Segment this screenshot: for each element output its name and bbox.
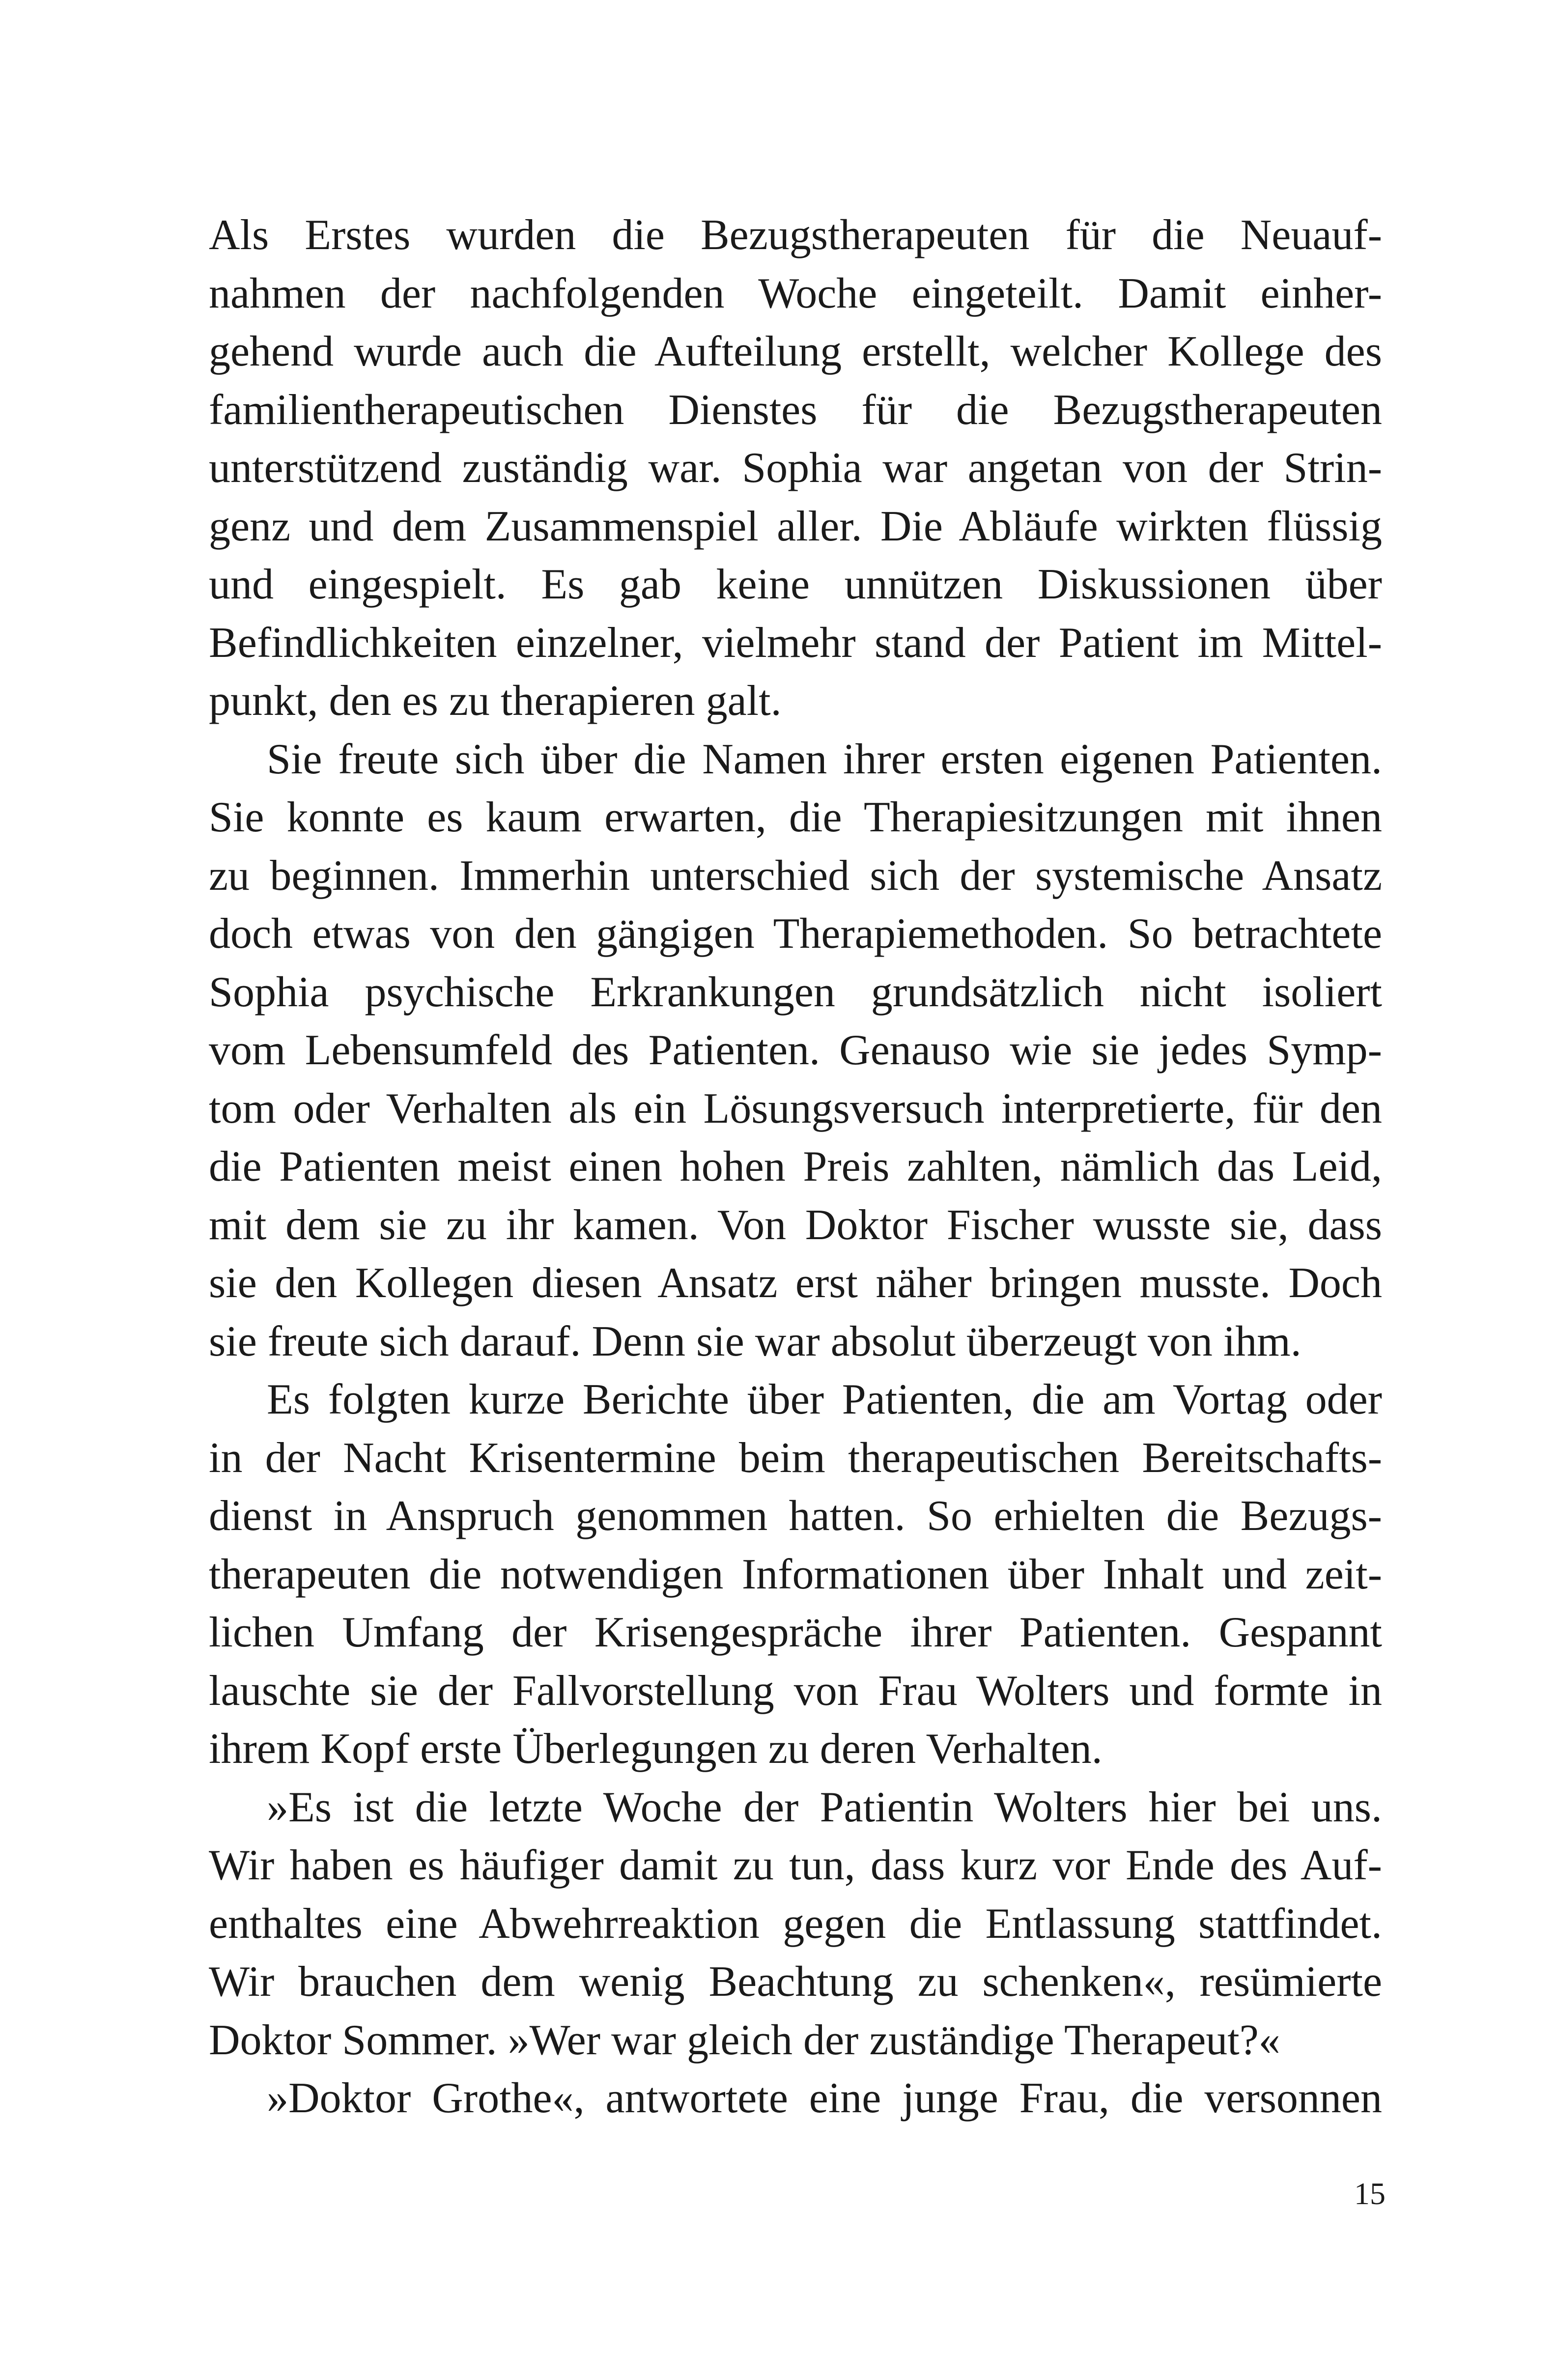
text-line: vom Lebensumfeld des Patienten. Genauso wie sie jedes Symp-: [209, 1026, 1382, 1074]
text-line: Wir haben es häufiger damit zu tun, dass kurz vor Ende des Auf-: [209, 1842, 1382, 1889]
text-line: genz und dem Zusammenspiel aller. Die Abläufe wirkten flüssig: [209, 502, 1382, 550]
text-line: zu beginnen. Immerhin unterschied sich der systemische Ansatz: [209, 851, 1382, 900]
paragraph: [209, 1371, 1382, 1779]
text-line: Es folgten kurze Berichte über Patienten, die am Vortag oder: [267, 1376, 1382, 1423]
text-line: unterstützend zuständig war. Sophia war angetan von der Strin-: [209, 444, 1382, 492]
text-line: doch etwas von den gängigen Therapiemethoden. So betrachtete: [209, 910, 1382, 958]
text-line: lauschte sie der Fallvorstellung von Frau Wolters und formte in: [209, 1667, 1382, 1715]
text-line: punkt, den es zu therapieren galt.: [209, 677, 782, 725]
text-line: sie den Kollegen diesen Ansatz erst näher bringen musste. Doch: [209, 1259, 1382, 1307]
text-line: lichen Umfang der Krisengespräche ihrer Patienten. Gespannt: [209, 1609, 1382, 1656]
text-line: ihrem Kopf erste Überlegungen zu deren Verhalten.: [209, 1725, 1103, 1773]
text-line: »Doktor Grothe«, antwortete eine junge Frau, die versonnen: [267, 2074, 1382, 2122]
text-line: sie freute sich darauf. Denn sie war absolut überzeugt von ihm.: [209, 1317, 1301, 1365]
paragraph: [209, 731, 1382, 1371]
paragraph: [209, 1779, 1382, 2070]
text-line: und eingespielt. Es gab keine unnützen Diskussionen über: [209, 561, 1382, 608]
text-line: mit dem sie zu ihr kamen. Von Doktor Fischer wusste sie, dass: [209, 1201, 1382, 1249]
paragraph: [209, 2069, 1382, 2128]
text-line: tom oder Verhalten als ein Lösungsversuch interpretierte, für den: [209, 1084, 1382, 1133]
text-line: Doktor Sommer. »Wer war gleich der zuständige Therapeut?«: [209, 2016, 1280, 2064]
text-line: familientherapeutischen Dienstes für die Bezugstherapeuten: [209, 386, 1382, 434]
text-line: nahmen der nachfolgenden Woche eingeteilt. Damit einher-: [209, 269, 1382, 317]
text-line: dienst in Anspruch genommen hatten. So erhielten die Bezugs-: [209, 1492, 1382, 1540]
paragraph: [209, 206, 1382, 731]
page-number: 15: [1354, 2176, 1386, 2211]
text-line: Sie freute sich über die Namen ihrer ersten eigenen Patienten.: [267, 735, 1382, 783]
text-line: Befindlichkeiten einzelner, vielmehr stand der Patient im Mittel-: [209, 619, 1382, 667]
text-line: gehend wurde auch die Aufteilung erstellt, welcher Kollege des: [209, 328, 1382, 375]
body-text: [209, 206, 1382, 2128]
text-line: Als Erstes wurden die Bezugstherapeuten für die Neuauf-: [209, 211, 1382, 259]
text-line: »Es ist die letzte Woche der Patientin Wolters hier bei uns.: [267, 1783, 1382, 1831]
text-line: Sie konnte es kaum erwarten, die Therapiesitzungen mit ihnen: [209, 793, 1382, 841]
text-line: die Patienten meist einen hohen Preis zahlten, nämlich das Leid,: [209, 1143, 1382, 1190]
text-line: in der Nacht Krisentermine beim therapeutischen Bereitschafts-: [209, 1434, 1382, 1482]
text-line: Wir brauchen dem wenig Beachtung zu schenken«, resümierte: [209, 1958, 1382, 2006]
text-line: Sophia psychische Erkrankungen grundsätzlich nicht isoliert: [209, 968, 1382, 1016]
text-line: therapeuten die notwendigen Informationen über Inhalt und zeit-: [209, 1550, 1382, 1598]
text-line: enthaltes eine Abwehrreaktion gegen die Entlassung stattfindet.: [209, 1899, 1382, 1948]
